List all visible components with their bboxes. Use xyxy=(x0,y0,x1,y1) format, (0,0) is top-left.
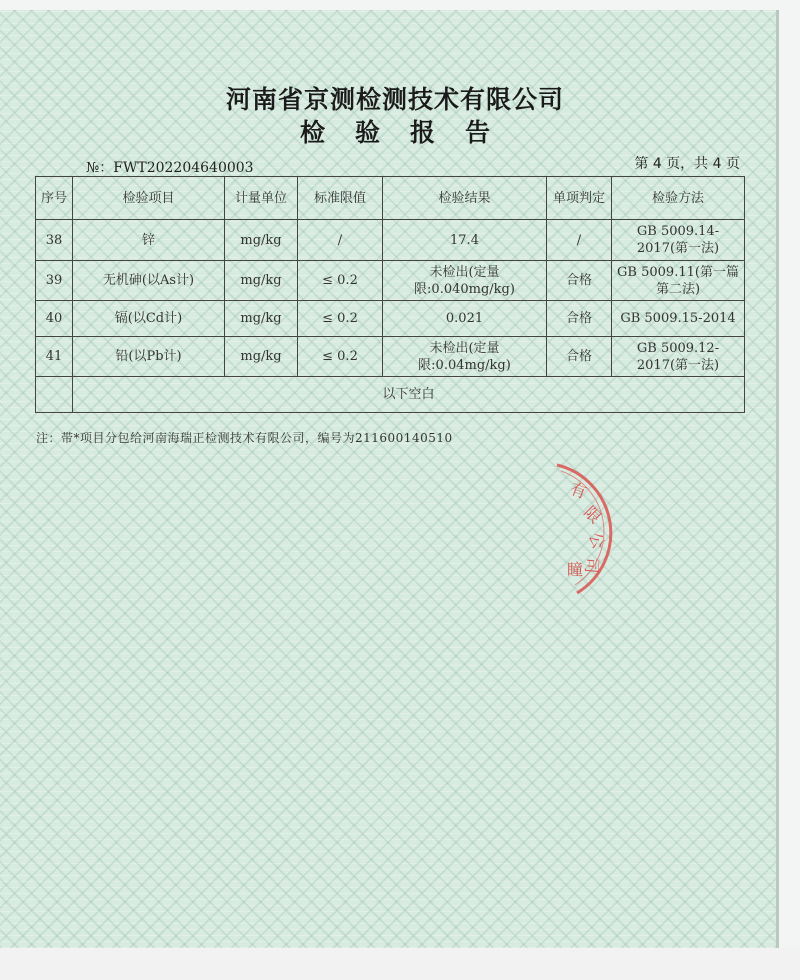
cell-unit: mg/kg xyxy=(225,301,298,337)
cell-seq: 40 xyxy=(36,301,73,337)
col-item: 检验项目 xyxy=(73,177,225,220)
cell-seq: 39 xyxy=(36,261,73,301)
blank-row xyxy=(36,377,745,413)
cell-method: GB 5009.15-2014 xyxy=(612,301,745,337)
cell-method: GB 5009.11(第一篇第二法) xyxy=(612,261,745,301)
report-title: 检验报告 xyxy=(299,118,520,147)
col-limit: 标准限值 xyxy=(298,177,383,220)
cell-unit: mg/kg xyxy=(225,261,298,301)
blank-cell xyxy=(36,377,73,413)
cell-judgement: 合格 xyxy=(547,261,612,301)
blank-note: 以下空白 xyxy=(73,377,745,413)
viewer-background xyxy=(0,948,800,980)
cell-seq: 41 xyxy=(36,337,73,377)
col-result: 检验结果 xyxy=(383,177,547,220)
table-header-row xyxy=(36,177,745,220)
cell-seq: 38 xyxy=(36,220,73,261)
report-number: №：FWT202204640003 xyxy=(86,160,254,176)
cell-result: 未检出(定量限:0.04mg/kg) xyxy=(383,337,547,377)
cell-method: GB 5009.14-2017(第一法) xyxy=(612,220,745,261)
col-method: 检验方法 xyxy=(612,177,745,220)
col-judgement: 单项判定 xyxy=(547,177,612,220)
cell-item: 铅(以Pb计) xyxy=(73,337,225,377)
cell-item: 锌 xyxy=(73,220,225,261)
cell-unit: mg/kg xyxy=(225,337,298,377)
company-name: 河南省京测检测技术有限公司 xyxy=(225,85,564,114)
paper-edge xyxy=(776,10,779,948)
cell-unit: mg/kg xyxy=(225,220,298,261)
seal-char-2: 限 xyxy=(580,502,605,528)
cell-limit: ≤ 0.2 xyxy=(298,261,383,301)
cell-limit: ≤ 0.2 xyxy=(298,301,383,337)
cell-judgement: 合格 xyxy=(547,337,612,377)
report-paper xyxy=(0,10,776,948)
seal-extra: 瞳 xyxy=(567,560,584,579)
cell-method: GB 5009.12-2017(第一法) xyxy=(612,337,745,377)
cell-judgement: / xyxy=(547,220,612,261)
results-table xyxy=(35,176,745,413)
seal-char-3: 公 xyxy=(585,529,609,552)
cell-result: 0.021 xyxy=(383,301,547,337)
cell-item: 无机砷(以As计) xyxy=(73,261,225,301)
cell-limit: ≤ 0.2 xyxy=(298,337,383,377)
table-row xyxy=(36,337,745,377)
cell-judgement: 合格 xyxy=(547,301,612,337)
cell-result: 17.4 xyxy=(383,220,547,261)
col-seq: 序号 xyxy=(36,177,73,220)
table-row xyxy=(36,301,745,337)
seal-char-1: 有 xyxy=(567,478,590,503)
cell-item: 镉(以Cd计) xyxy=(73,301,225,337)
col-unit: 计量单位 xyxy=(225,177,298,220)
cell-limit: / xyxy=(298,220,383,261)
table-row xyxy=(36,261,745,301)
cell-result: 未检出(定量限:0.040mg/kg) xyxy=(383,261,547,301)
footnote: 注：带*项目分包给河南海瑞正检测技术有限公司，编号为211600140510 xyxy=(36,431,453,445)
company-seal xyxy=(505,455,615,605)
table-row xyxy=(36,220,745,261)
seal-char-4: 司 xyxy=(581,556,602,575)
page-indicator: 第 4 页，共 4 页 xyxy=(634,156,740,172)
